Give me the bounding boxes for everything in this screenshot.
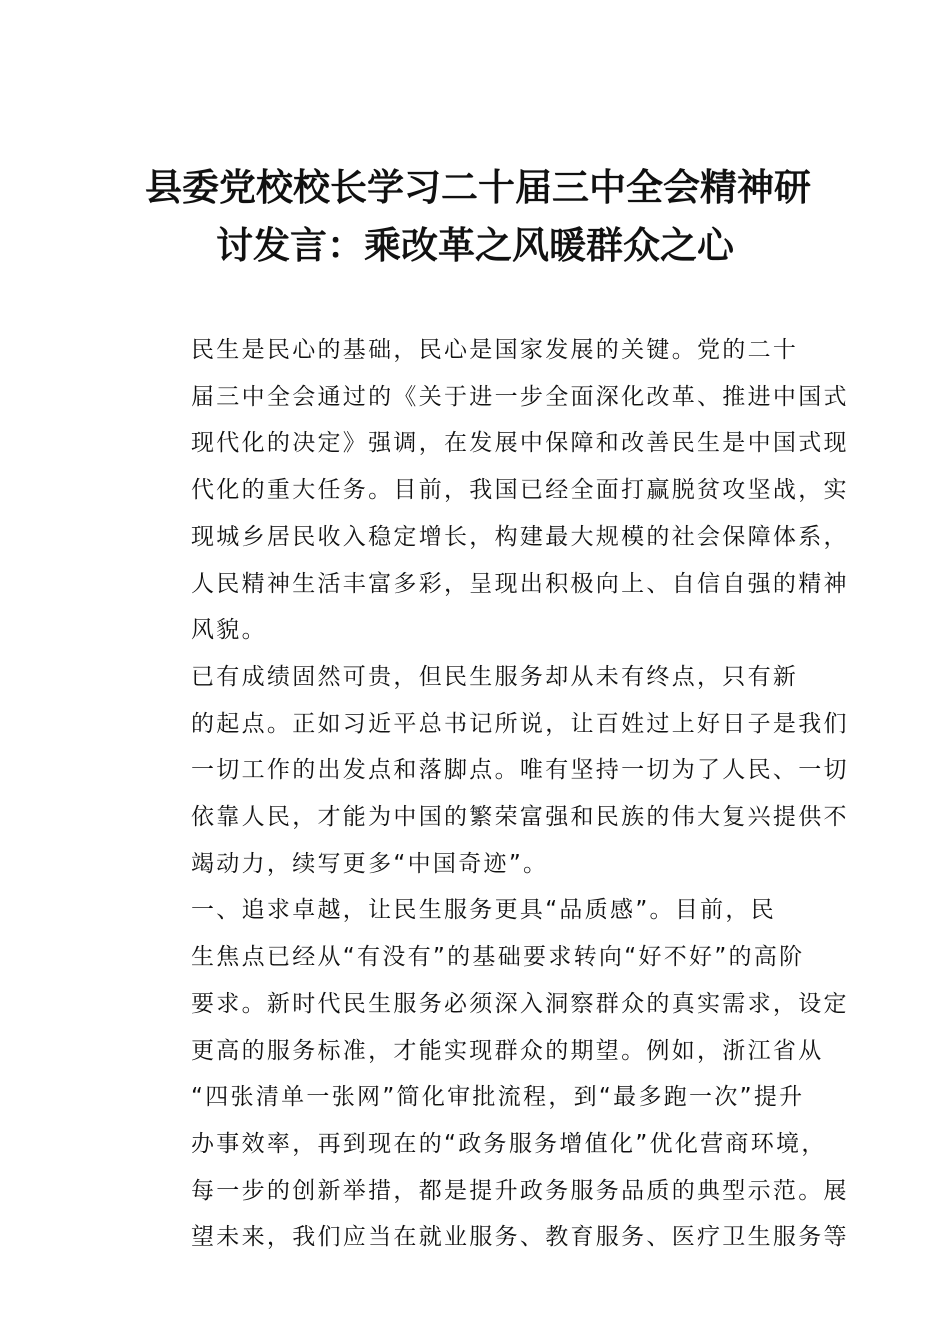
- text-line: 届三中全会通过的《关于进一步全面深化改革、推进中国式: [191, 383, 849, 410]
- text-line: 更高的服务标准，才能实现群众的期望。例如，浙江省从: [191, 1037, 824, 1064]
- text-line: 望未来，我们应当在就业服务、教育服务、医疗卫生服务等: [191, 1224, 849, 1251]
- paragraph-1: [145, 327, 849, 654]
- text-line: 现代化的决定》强调，在发展中保障和改善民生是中国式现: [191, 430, 849, 457]
- title-line: 讨发言：乘改革之风暖群众之心: [216, 223, 734, 267]
- text-line: 的起点。正如习近平总书记所说，让百姓过上好日子是我们: [191, 710, 849, 737]
- text-line: 代化的重大任务。目前，我国已经全面打赢脱贫攻坚战，实: [191, 477, 849, 504]
- document-body: [145, 327, 849, 1261]
- text-line: 依靠人民，才能为中国的繁荣富强和民族的伟大复兴提供不: [191, 804, 849, 831]
- text-line: 办事效率，再到现在的“政务服务增值化”优化营商环境，: [191, 1130, 827, 1157]
- text-line: 竭动力，续写更多“中国奇迹”。: [191, 850, 549, 877]
- text-line: 一切工作的出发点和落脚点。唯有坚持一切为了人民、一切: [191, 757, 849, 784]
- paragraph-2: [145, 654, 849, 888]
- text-line: 民生是民心的基础，民心是国家发展的关键。党的二十: [191, 337, 799, 363]
- text-line: 要求。新时代民生服务必须深入洞察群众的真实需求，设定: [191, 990, 849, 1017]
- text-line: 生焦点已经从“有没有”的基础要求转向“好不好”的高阶: [191, 944, 805, 971]
- title-line: 县委党校校长学习二十届三中全会精神研: [145, 165, 811, 209]
- text-line: 现城乡居民收入稳定增长，构建最大规模的社会保障体系，: [191, 523, 849, 550]
- text-line: 一、追求卓越，让民生服务更具“品质感”。目前，民: [191, 897, 777, 924]
- paragraph-3: [145, 887, 849, 1261]
- text-line: “四张清单一张网”简化审批流程，到“最多跑一次”提升: [191, 1084, 805, 1111]
- text-line: 风貌。: [191, 617, 267, 644]
- text-line: 已有成绩固然可贵，但民生服务却从未有终点，只有新: [191, 663, 799, 690]
- text-line: 每一步的创新举措，都是提升政务服务品质的典型示范。展: [191, 1177, 849, 1204]
- text-line: 人民精神生活丰富多彩，呈现出积极向上、自信自强的精神: [191, 570, 849, 597]
- document-title: [145, 158, 811, 274]
